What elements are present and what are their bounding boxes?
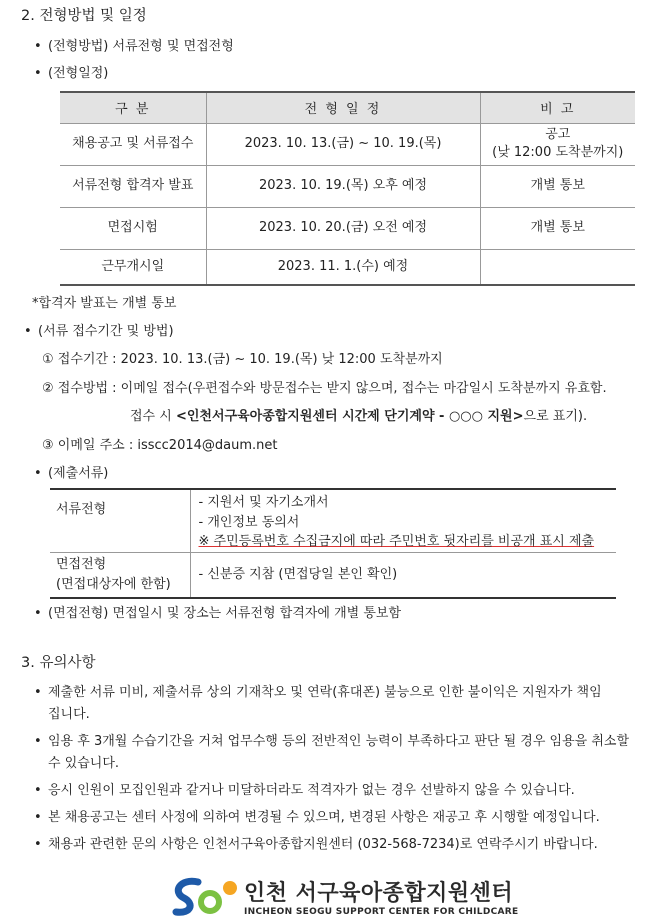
logo-title: 인천 서구육아종합지원센터 [244,881,514,906]
schedule-bullet: • (전형일정) [34,66,109,81]
interview-bullet: • (면접전형) 면접일시 및 장소는 서류전형 합격자에 개별 통보함 [34,606,402,621]
table-row: 서류전형 합격자 발표 2023. 10. 19.(목) 오후 예정 개별 통보 [60,165,635,207]
section-3-heading: 3. 유의사항 [21,655,96,671]
header-schedule: 전 형 일 정 [206,92,480,123]
table-row: 채용공고 및 서류접수 2023. 10. 13.(금) ~ 10. 19.(목) 공고 (낮 12:00 도착분까지) [60,123,635,165]
receipt-bullet: • (서류 접수기간 및 방법) [24,324,174,339]
resident-number-warning: ※ 주민등록번호 수집금지에 따라 주민번호 뒷자리를 비공개 표시 제출 [198,534,595,549]
table-row: 면접시험 2023. 10. 20.(금) 오전 예정 개별 통보 [60,207,635,249]
schedule-table [60,91,635,286]
documents-table [50,488,616,599]
logo-mark-icon [170,874,240,920]
receipt-method-format: 접수 시 <인천서구육아종합지원센터 시간제 단기계약 - ○○○ 지원>으로 표기). [130,409,588,424]
list-item: • 제출한 서류 미비, 제출서류 상의 기재착오 및 연락(휴대폰) 불능으로 인한 불이익은 지원자가 책임 [34,685,602,700]
section-2-heading: 2. 전형방법 및 일정 [21,8,147,24]
receipt-email: ③ 이메일 주소 : isscc2014@daum.net [42,438,278,453]
logo-subtitle: INCHEON SEOGU SUPPORT CENTER FOR CHILDCARE [244,907,519,917]
receipt-period: ① 접수기간 : 2023. 10. 13.(금) ~ 10. 19.(목) 낮 12:00 도착분까지 [42,352,443,367]
receipt-method: ② 접수방법 : 이메일 접수(우편접수와 방문접수는 받지 않으며, 접수는 마감일시 도착분까지 유효함. [42,381,607,396]
list-item: • 응시 인원이 모집인원과 같거나 미달하더라도 적격자가 없는 경우 선발하지 않을 수 있습니다. [34,783,575,798]
method-bullet: • (전형방법) 서류전형 및 면접전형 [34,39,234,54]
schedule-table-header [60,92,635,123]
header-category: 구 분 [60,92,206,123]
table-row: 서류전형 - 지원서 및 자기소개서 - 개인정보 동의서 ※ 주민등록번호 수집금지에 따라 주민번호 뒷자리를 비공개 표시 제출 [50,489,616,552]
list-item: • 채용과 관련한 문의 사항은 인천서구육아종합지원센터 (032-568-7234)로 연락주시기 바랍니다. [34,837,598,852]
table-row: 면접전형 (면접대상자에 한함) - 신분증 지참 (면접당일 본인 확인) [50,552,616,598]
table-row: 근무개시일 2023. 11. 1.(수) 예정 [60,249,635,285]
list-item: • 본 채용공고는 센터 사정에 의하여 변경될 수 있으며, 변경된 사항은 재공고 후 시행할 예정입니다. [34,810,600,825]
docs-bullet: • (제출서류) [34,466,109,481]
header-remarks: 비 고 [480,92,635,123]
notice-list: • 제출한 서류 미비, 제출서류 상의 기재착오 및 연락(휴대폰) 불능으로 인한 불이익은 지원자가 책임 집니다. • 임용 후 3개월 수습기간을 거쳐 업무수행 등의 전반적인 능력이 부족하다고 판단 될 경우 임용을 취소할 수 있습니다. • 응시 인원이 모집인원과 같거나 미달하더라도 적격자가 없는 경우 선발하지 않을 수 있습니다. • 본 채용공고는 센터 사정에 의하여 변경될 수 있으며, 변경된 사항은 재공고 후 시행할 예정입니다. • 채용과 관련한 문의 사항은 인천서구육아종합지원센터 (032-568-7234)로 연락주시기 바랍니다. [34,682,629,856]
center-logo [170,874,519,920]
result-note: *합격자 발표는 개별 통보 [32,296,177,311]
list-item: • 임용 후 3개월 수습기간을 거쳐 업무수행 등의 전반적인 능력이 부족하다고 판단 될 경우 임용을 취소할 [34,734,630,749]
